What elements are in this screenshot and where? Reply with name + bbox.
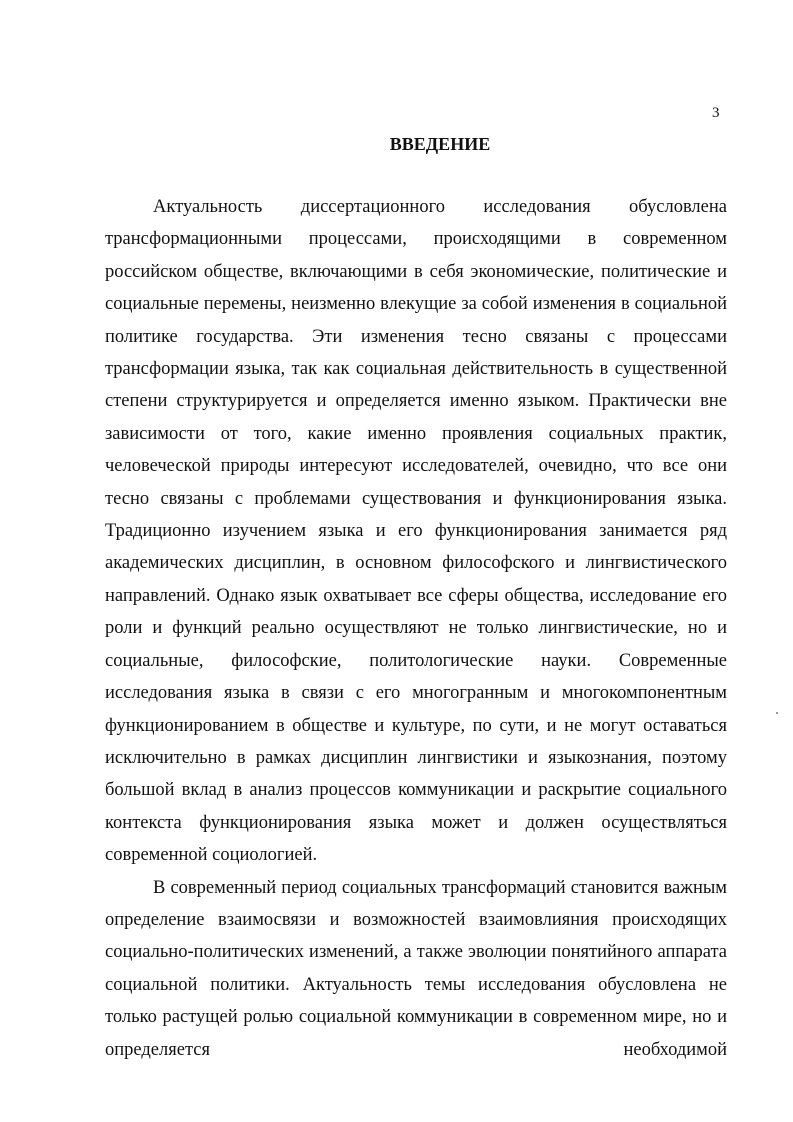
body-text [105, 191, 727, 1066]
paragraph-1: Актуальность диссертационного исследования обусловлена трансформационными процессами, происходящими в современном российском обществе, включающими в себя экономические, политические и социальные перемены, неизменно влекущие за собой изменения в социальной политике государства. Эти изменения тесно связаны с процессами трансформации языка, так как социальная действительность в существенной степени структурируется и определяется именно языком. Практически вне зависимости от того, какие именно проявления социальных практик, человеческой природы интересуют исследователей, очевидно, что все они тесно связаны с проблемами существования и функционирования языка. Традиционно изучением языка и его функционирования занимается ряд академических дисциплин, в основном философского и лингвистического направлений. Однако язык охватывает все сферы общества, исследование его роли и функций реально осуществляют не только лингвистические, но и социальные, философские, политологические науки. Современные исследования языка в связи с его многогранным и многокомпонентным функционированием в обществе и культуре, по сути, и не могут оставаться исключительно в рамках дисциплин лингвистики и языкознания, поэтому большой вклад в анализ процессов коммуникации и раскрытие социального контекста функционирования языка может и должен осуществляться современной социологией. [105, 197, 727, 866]
paragraph-2: В современный период социальных трансформаций становится важным определение взаимосвязи и возможностей взаимовлияния происходящих социально-политических изменений, а также эволюции понятийного аппарата социальной политики. Актуальность темы исследования обусловлена не только растущей ролью социальной коммуникации в современном мире, но и определяется необходимой [105, 877, 727, 1060]
section-title: ВВЕДЕНИЕ [389, 134, 491, 154]
scan-artifact [776, 712, 778, 714]
page-number: 3 [712, 105, 720, 121]
